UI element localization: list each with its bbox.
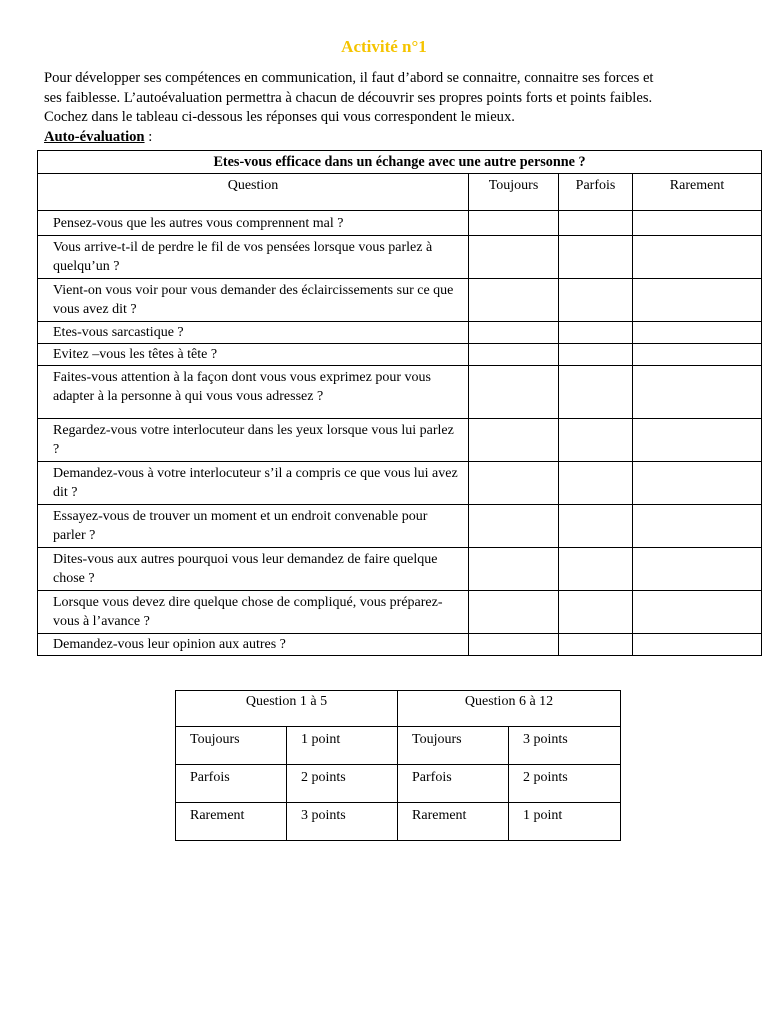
- evaluation-header-row: [38, 174, 762, 211]
- scoring-value: 1 point: [287, 727, 398, 765]
- scoring-table: [175, 690, 621, 841]
- checkbox-rarement[interactable]: [633, 279, 762, 322]
- scoring-value: 1 point: [509, 803, 621, 841]
- question-cell: Evitez –vous les têtes à tête ?: [38, 344, 469, 366]
- section-heading-text: Auto-évaluation: [44, 129, 145, 145]
- table-row: [38, 344, 762, 366]
- checkbox-rarement[interactable]: [633, 236, 762, 279]
- table-row: [38, 548, 762, 591]
- scoring-value: 2 points: [509, 765, 621, 803]
- checkbox-parfois[interactable]: [559, 322, 633, 344]
- checkbox-rarement[interactable]: [633, 211, 762, 236]
- checkbox-parfois[interactable]: [559, 462, 633, 505]
- checkbox-toujours[interactable]: [469, 366, 559, 419]
- header-rarement: Rarement: [633, 174, 762, 211]
- scoring-row: [176, 727, 621, 765]
- checkbox-toujours[interactable]: [469, 344, 559, 366]
- table-row: [38, 279, 762, 322]
- table-row: [38, 462, 762, 505]
- scoring-label: Parfois: [398, 765, 509, 803]
- scoring-label: Parfois: [176, 765, 287, 803]
- checkbox-rarement[interactable]: [633, 419, 762, 462]
- checkbox-parfois[interactable]: [559, 505, 633, 548]
- scoring-value: 3 points: [509, 727, 621, 765]
- checkbox-parfois[interactable]: [559, 591, 633, 634]
- table-row: [38, 211, 762, 236]
- section-heading: [44, 129, 152, 146]
- checkbox-toujours[interactable]: [469, 236, 559, 279]
- page-title: Activité n°1: [341, 37, 427, 56]
- checkbox-toujours[interactable]: [469, 322, 559, 344]
- question-cell: Dites-vous aux autres pourquoi vous leur demandez de faire quelque chose ?: [38, 548, 469, 591]
- checkbox-rarement[interactable]: [633, 505, 762, 548]
- scoring-header-row: [176, 691, 621, 727]
- checkbox-toujours[interactable]: [469, 462, 559, 505]
- scoring-label: Rarement: [398, 803, 509, 841]
- question-cell: Etes-vous sarcastique ?: [38, 322, 469, 344]
- question-cell: Faites-vous attention à la façon dont vous vous exprimez pour vous adapter à la personne à qui vous vous adressez ?: [38, 366, 469, 419]
- header-parfois: Parfois: [559, 174, 633, 211]
- checkbox-rarement[interactable]: [633, 462, 762, 505]
- scoring-label: Toujours: [398, 727, 509, 765]
- checkbox-toujours[interactable]: [469, 548, 559, 591]
- checkbox-parfois[interactable]: [559, 236, 633, 279]
- checkbox-parfois[interactable]: [559, 419, 633, 462]
- intro-paragraph: [44, 69, 750, 128]
- scoring-row: [176, 765, 621, 803]
- checkbox-toujours[interactable]: [469, 211, 559, 236]
- question-cell: Demandez-vous à votre interlocuteur s’il a compris ce que vous lui avez dit ?: [38, 462, 469, 505]
- checkbox-toujours[interactable]: [469, 505, 559, 548]
- table-row: [38, 505, 762, 548]
- checkbox-rarement[interactable]: [633, 322, 762, 344]
- table-row: [38, 591, 762, 634]
- scoring-label: Rarement: [176, 803, 287, 841]
- table-row: [38, 634, 762, 656]
- question-cell: Vient-on vous voir pour vous demander des éclaircissements sur ce que vous avez dit ?: [38, 279, 469, 322]
- question-cell: Essayez-vous de trouver un moment et un endroit convenable pour parler ?: [38, 505, 469, 548]
- checkbox-toujours[interactable]: [469, 279, 559, 322]
- checkbox-toujours[interactable]: [469, 419, 559, 462]
- scoring-value: 3 points: [287, 803, 398, 841]
- checkbox-rarement[interactable]: [633, 548, 762, 591]
- intro-line-2: ses faiblesse. L’autoévaluation permettra à chacun de découvrir ses propres points forts et points faibles.: [44, 89, 653, 106]
- section-heading-colon: :: [144, 129, 153, 145]
- checkbox-rarement[interactable]: [633, 634, 762, 656]
- question-cell: Lorsque vous devez dire quelque chose de compliqué, vous préparez-vous à l’avance ?: [38, 591, 469, 634]
- evaluation-caption-row: [38, 151, 762, 174]
- table-row: [38, 322, 762, 344]
- checkbox-parfois[interactable]: [559, 634, 633, 656]
- table-row: [38, 236, 762, 279]
- scoring-header-questions-1-5: Question 1 à 5: [176, 691, 398, 727]
- table-row: [38, 419, 762, 462]
- checkbox-parfois[interactable]: [559, 548, 633, 591]
- question-cell: Demandez-vous leur opinion aux autres ?: [38, 634, 469, 656]
- checkbox-rarement[interactable]: [633, 591, 762, 634]
- scoring-header-questions-6-12: Question 6 à 12: [398, 691, 621, 727]
- header-toujours: Toujours: [469, 174, 559, 211]
- checkbox-parfois[interactable]: [559, 211, 633, 236]
- checkbox-parfois[interactable]: [559, 344, 633, 366]
- checkbox-toujours[interactable]: [469, 634, 559, 656]
- checkbox-toujours[interactable]: [469, 591, 559, 634]
- checkbox-parfois[interactable]: [559, 279, 633, 322]
- intro-line-3: Cochez dans le tableau ci-dessous les réponses qui vous correspondent le mieux.: [44, 109, 515, 125]
- evaluation-caption: Etes-vous efficace dans un échange avec une autre personne ?: [38, 151, 762, 174]
- checkbox-parfois[interactable]: [559, 366, 633, 419]
- checkbox-rarement[interactable]: [633, 344, 762, 366]
- question-cell: Regardez-vous votre interlocuteur dans les yeux lorsque vous lui parlez ?: [38, 419, 469, 462]
- scoring-value: 2 points: [287, 765, 398, 803]
- intro-line-1: Pour développer ses compétences en communication, il faut d’abord se connaitre, connaitre ses forces et: [44, 70, 654, 86]
- question-cell: Vous arrive-t-il de perdre le fil de vos pensées lorsque vous parlez à quelqu’un ?: [38, 236, 469, 279]
- scoring-row: [176, 803, 621, 841]
- checkbox-rarement[interactable]: [633, 366, 762, 419]
- question-cell: Pensez-vous que les autres vous comprennent mal ?: [38, 211, 469, 236]
- header-question: Question: [38, 174, 469, 211]
- table-row: [38, 366, 762, 419]
- evaluation-table: [37, 150, 762, 656]
- scoring-label: Toujours: [176, 727, 287, 765]
